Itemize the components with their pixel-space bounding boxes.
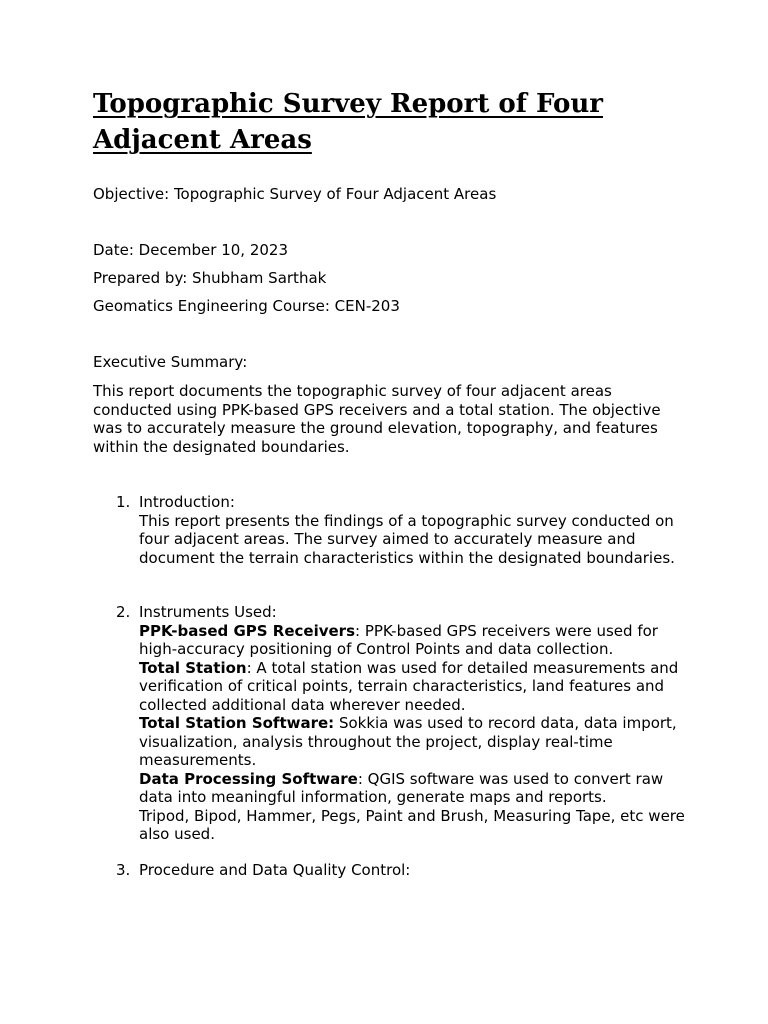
instrument-data-processing-software: [139, 770, 685, 807]
section-number: 2.: [116, 603, 131, 621]
executive-summary-heading: Executive Summary:: [93, 353, 248, 371]
instrument-description: : QGIS software was used to convert raw data into meaningful information, generate maps and reports.: [139, 769, 664, 806]
date-line: Date: December 10, 2023: [93, 241, 289, 259]
section-body: [139, 861, 685, 880]
instrument-term: Total Station: [139, 658, 247, 677]
objective-line: Objective: Topographic Survey of Four Adjacent Areas: [93, 185, 497, 203]
instrument-term: Data Processing Software: [139, 769, 358, 788]
section-text: This report presents the findings of a topographic survey conducted on four adjacent areas. The survey aimed to accurately measure and document the terrain characteristics within the designated boundaries.: [139, 511, 675, 567]
instrument-description: Sokkia was used to record data, data import, visualization, analysis throughout the project, display real-time measurements.: [139, 714, 677, 769]
instrument-term: Total Station Software:: [139, 714, 335, 732]
instrument-description: : A total station was used for detailed measurements and verification of critical points, terrain characteristics, land features and collected additional data wherever needed.: [139, 658, 679, 714]
course-line: Geomatics Engineering Course: CEN-203: [93, 297, 400, 315]
section-heading: Procedure and Data Quality Control:: [139, 861, 411, 879]
executive-summary-body: This report documents the topographic survey of four adjacent areas conducted using PPK-based GPS receivers and a total station. The objective was to accurately measure the ground elevation, topography, and features within the designated boundaries.: [93, 382, 661, 456]
section-number: 1.: [116, 493, 131, 511]
instrument-total-station-software: [139, 714, 685, 770]
section-heading: Introduction:: [139, 493, 235, 511]
section-body: [139, 493, 685, 567]
section-heading: Instruments Used:: [139, 603, 277, 621]
instrument-description: : PPK-based GPS receivers were used for high-accuracy positioning of Control Points and data collection.: [139, 621, 658, 658]
prepared-by-line: Prepared by: Shubham Sarthak: [93, 269, 327, 287]
section-number: 3.: [116, 861, 131, 879]
instrument-other-equipment: Tripod, Bipod, Hammer, Pegs, Paint and Brush, Measuring Tape, etc were also used.: [139, 806, 685, 843]
instrument-total-station: [139, 659, 685, 715]
report-title: Topographic Survey Report of Four Adjacent Areas: [93, 89, 603, 155]
instrument-term: PPK-based GPS Receivers: [139, 621, 355, 640]
section-body: [139, 603, 685, 844]
instrument-gps: [139, 622, 685, 659]
